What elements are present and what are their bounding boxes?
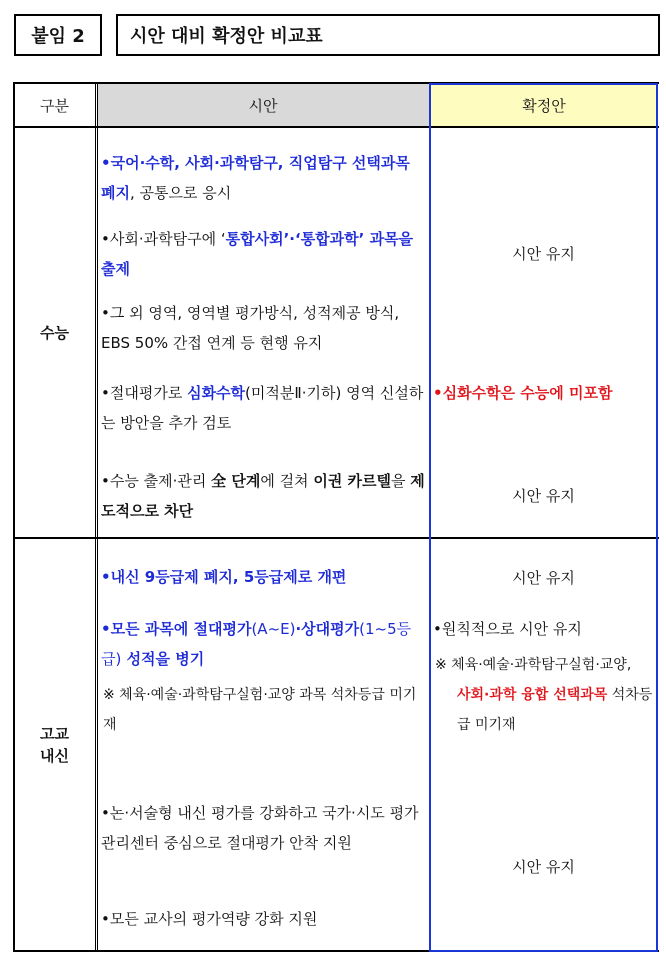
column-divider-1b <box>97 82 98 952</box>
grades-draft-item-4: •모든 교사의 평가역량 강화 지원 <box>101 910 318 928</box>
csat-draft-item-1: •국어·수학, 사회·과학탐구, 직업탐구 선택과목 폐지, 공통으로 응시 <box>101 154 410 202</box>
grades-draft-item-2: •모든 과목에 절대평가(A~E)·상대평가(1~5등급) 성적을 병기 <box>101 620 412 668</box>
csat-draft-item-5: •수능 출제·관리 全 단계에 걸쳐 이권 카르텔을 제도적으로 차단 <box>101 472 425 520</box>
final-column-border-left <box>429 83 431 952</box>
grades-final-item-2: •원칙적으로 시안 유지 <box>433 620 582 638</box>
grades-draft-note: ※ 체육·예술·과학탐구실험·교양 과목 석차등급 미기재 <box>103 687 417 733</box>
column-header-category: 구분 <box>40 96 69 115</box>
final-column-border-top <box>429 83 658 85</box>
column-divider-1 <box>95 82 96 952</box>
column-header-draft: 시안 <box>248 96 278 115</box>
csat-final-item-3: 시안 유지 <box>512 486 575 505</box>
header-bottom-border <box>13 126 659 128</box>
section-name-line-1: 고교 <box>40 724 69 743</box>
csat-final-item-2: •심화수학은 수능에 미포함 <box>433 384 613 402</box>
grades-final-item-1: 시안 유지 <box>512 568 575 587</box>
csat-draft-item-2: •사회·과학탐구에 ‘통합사회’·‘통합과학’ 과목을 출제 <box>101 230 414 278</box>
final-column-border-right <box>656 83 658 952</box>
final-column-border-bottom <box>429 950 658 952</box>
csat-draft-item-4: •절대평가로 심화수학(미적분Ⅱ·기하) 영역 신설하는 방안을 추가 검토 <box>101 384 424 432</box>
section-name-school-grades <box>14 539 95 950</box>
grades-final-note: ※ 체육·예술·과학탐구실험·교양, 사회·과학 융합 선택과목 석차등급 미기재 <box>435 657 653 733</box>
csat-draft-item-3: •그 외 영역, 영역별 평가방식, 성적제공 방식, EBS 50% 간접 연계 등 현행 유지 <box>101 304 400 352</box>
section-name-line-2: 내신 <box>40 746 69 765</box>
grades-final-item-3: 시안 유지 <box>512 857 575 876</box>
csat-final-item-1: 시안 유지 <box>512 244 575 263</box>
column-header-final: 확정안 <box>522 96 566 115</box>
page-title: 시안 대비 확정안 비교표 <box>116 14 660 56</box>
grades-draft-item-3: •논·서술형 내신 평가를 강화하고 국가·시도 평가관리센터 중심으로 절대평가 안착 지원 <box>101 804 419 852</box>
grades-draft-item-1: •내신 9등급제 폐지, 5등급제로 개편 <box>101 568 347 586</box>
attachment-label: 붙임 2 <box>14 14 102 56</box>
section-name-csat: 수능 <box>40 324 69 342</box>
section-divider <box>13 537 659 539</box>
